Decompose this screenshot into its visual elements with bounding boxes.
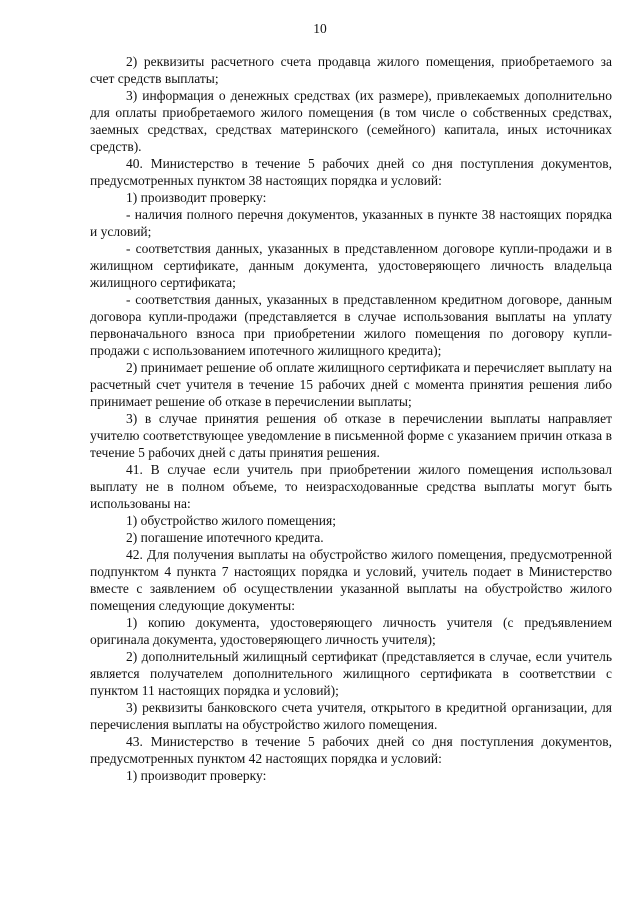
paragraph: 40. Министерство в течение 5 рабочих дней со дня поступления документов, предусмотренных пунктом 38 настоящих порядка и условий: <box>90 156 612 188</box>
paragraph: 1) копию документа, удостоверяющего личность учителя (с предъявлением оригинала документа, удостоверяющего личность учителя); <box>90 615 612 647</box>
paragraph: 41. В случае если учитель при приобретении жилого помещения использовал выплату не в полном объеме, то неизрасходованные средства выплаты могут быть использованы на: <box>90 462 612 511</box>
document-body <box>90 53 612 784</box>
paragraph: 3) реквизиты банковского счета учителя, открытого в кредитной организации, для перечисления выплаты на обустройство жилого помещения. <box>90 700 612 732</box>
paragraph: 2) реквизиты расчетного счета продавца жилого помещения, приобретаемого за счет средств выплаты; <box>90 54 612 86</box>
paragraph: - наличия полного перечня документов, указанных в пункте 38 настоящих порядка и условий; <box>90 207 612 239</box>
paragraph: 1) производит проверку: <box>126 768 267 783</box>
page-number: 10 <box>313 21 327 36</box>
paragraph: 2) погашение ипотечного кредита. <box>126 530 324 545</box>
paragraph: 1) обустройство жилого помещения; <box>126 513 336 528</box>
paragraph: 42. Для получения выплаты на обустройство жилого помещения, предусмотренной подпунктом 4 пункта 7 настоящих порядка и условий, учитель подает в Министерство вместе с заявлением об осуществлении указанной выплаты на обустройство жилого помещения следующие документы: <box>90 547 612 613</box>
paragraph: 3) информация о денежных средствах (их размере), привлекаемых дополнительно для оплаты приобретаемого жилого помещения (в том числе о собственных средствах, заемных средствах, средствах материнского (семейного) капитала, иных источниках средств). <box>90 88 612 154</box>
paragraph: 2) дополнительный жилищный сертификат (представляется в случае, если учитель является получателем дополнительного жилищного сертификата в соответствии с пунктом 11 настоящих порядка и условий); <box>90 649 612 698</box>
paragraph: - соответствия данных, указанных в представленном договоре купли-продажи и в жилищном сертификате, данным документа, удостоверяющего личность владельца жилищного сертификата; <box>90 241 612 290</box>
paragraph: 1) производит проверку: <box>126 190 267 205</box>
paragraph: - соответствия данных, указанных в представленном кредитном договоре, данным договора купли-продажи (представляется в случае использования выплаты на уплату первоначального взноса при приобретении жилого помещения по договору купли-продажи с использованием ипотечного жилищного кредита); <box>90 292 612 358</box>
paragraph: 2) принимает решение об оплате жилищного сертификата и перечисляет выплату на расчетный счет учителя в течение 15 рабочих дней с момента принятия решения либо принимает решение об отказе в перечислении выплаты; <box>90 360 612 409</box>
paragraph: 3) в случае принятия решения об отказе в перечислении выплаты направляет учителю соответствующее уведомление в письменной форме с указанием причин отказа в течение 5 рабочих дней с даты принятия решения. <box>90 411 612 460</box>
paragraph: 43. Министерство в течение 5 рабочих дней со дня поступления документов, предусмотренных пунктом 42 настоящих порядка и условий: <box>90 734 612 766</box>
